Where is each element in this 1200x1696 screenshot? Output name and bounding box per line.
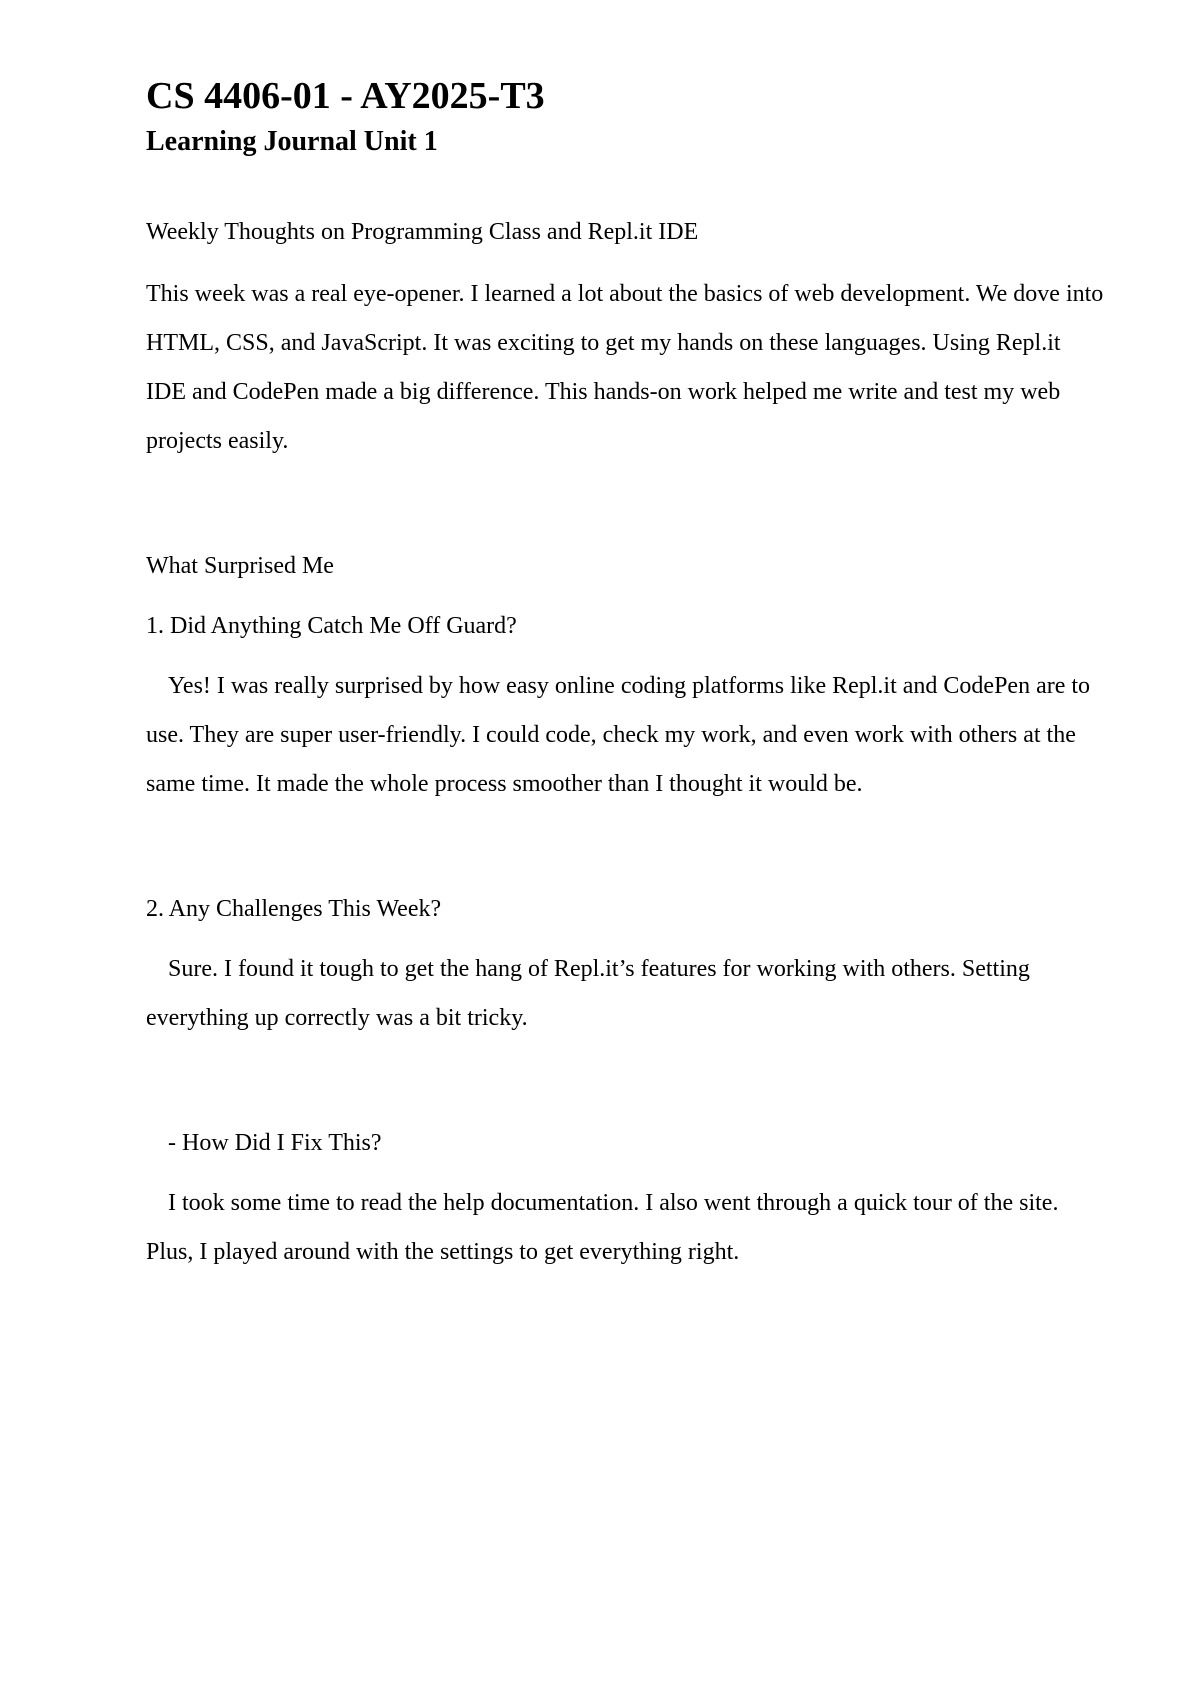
- question-1: 1. Did Anything Catch Me Off Guard?: [146, 613, 517, 639]
- intro-heading: Weekly Thoughts on Programming Class and Repl.it IDE: [146, 219, 699, 245]
- course-title: CS 4406-01 - AY2025-T3: [146, 75, 545, 117]
- answer-1: Yes! I was really surprised by how easy online coding platforms like Repl.it and CodePen are to use. They are super user-friendly. I could code, check my work, and even work with others at the same time. It made the whole process smoother than I thought it would be.: [146, 673, 1091, 797]
- fix-paragraph: I took some time to read the help documentation. I also went through a quick tour of the site. Plus, I played around with the settings to get everything right.: [146, 1190, 1059, 1265]
- fix-heading: - How Did I Fix This?: [168, 1130, 382, 1156]
- answer-2: Sure. I found it tough to get the hang of Repl.it’s features for working with others. Setting everything up correctly was a bit tricky.: [146, 956, 1030, 1031]
- journal-title: Learning Journal Unit 1: [146, 126, 438, 157]
- surprise-heading: What Surprised Me: [146, 553, 334, 579]
- document-page: [146, 70, 1106, 1277]
- question-2: 2. Any Challenges This Week?: [146, 896, 442, 922]
- intro-paragraph: This week was a real eye-opener. I learned a lot about the basics of web development. We dove into HTML, CSS, and JavaScript. It was exciting to get my hands on these languages. Using Repl.it IDE and CodePen made a big difference. This hands-on work helped me write and test my web projects easily.: [146, 281, 1104, 454]
